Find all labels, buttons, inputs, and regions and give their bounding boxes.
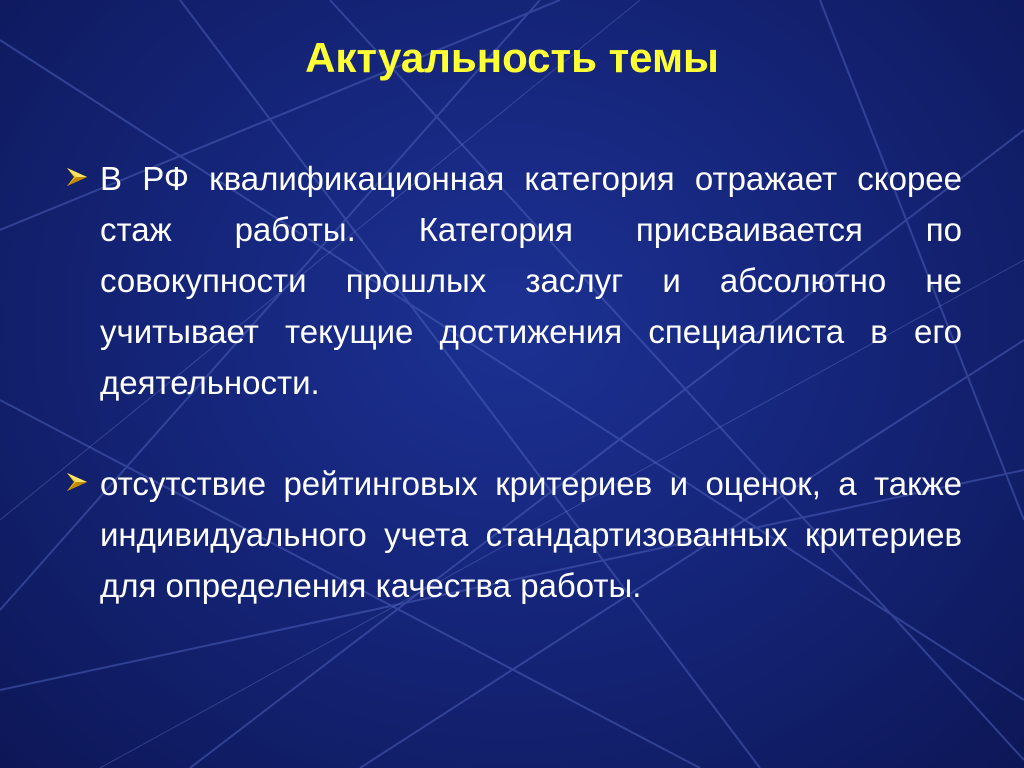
slide-title: Актуальность темы: [305, 34, 719, 81]
bullet-text: отсутствие рейтинговых критериев и оценок, а также индивидуального учета стандартизованных критериев для определения качества работы.: [100, 465, 962, 604]
arrow-bullet-icon: [64, 468, 92, 496]
arrow-bullet-icon: [64, 163, 92, 191]
bullet-text: В РФ квалификационная категория отражает скорее стаж работы. Категория присваивается по совокупности прошлых заслуг и абсолютно не учитывает текущие достижения специалиста в его деятельности.: [100, 160, 962, 401]
